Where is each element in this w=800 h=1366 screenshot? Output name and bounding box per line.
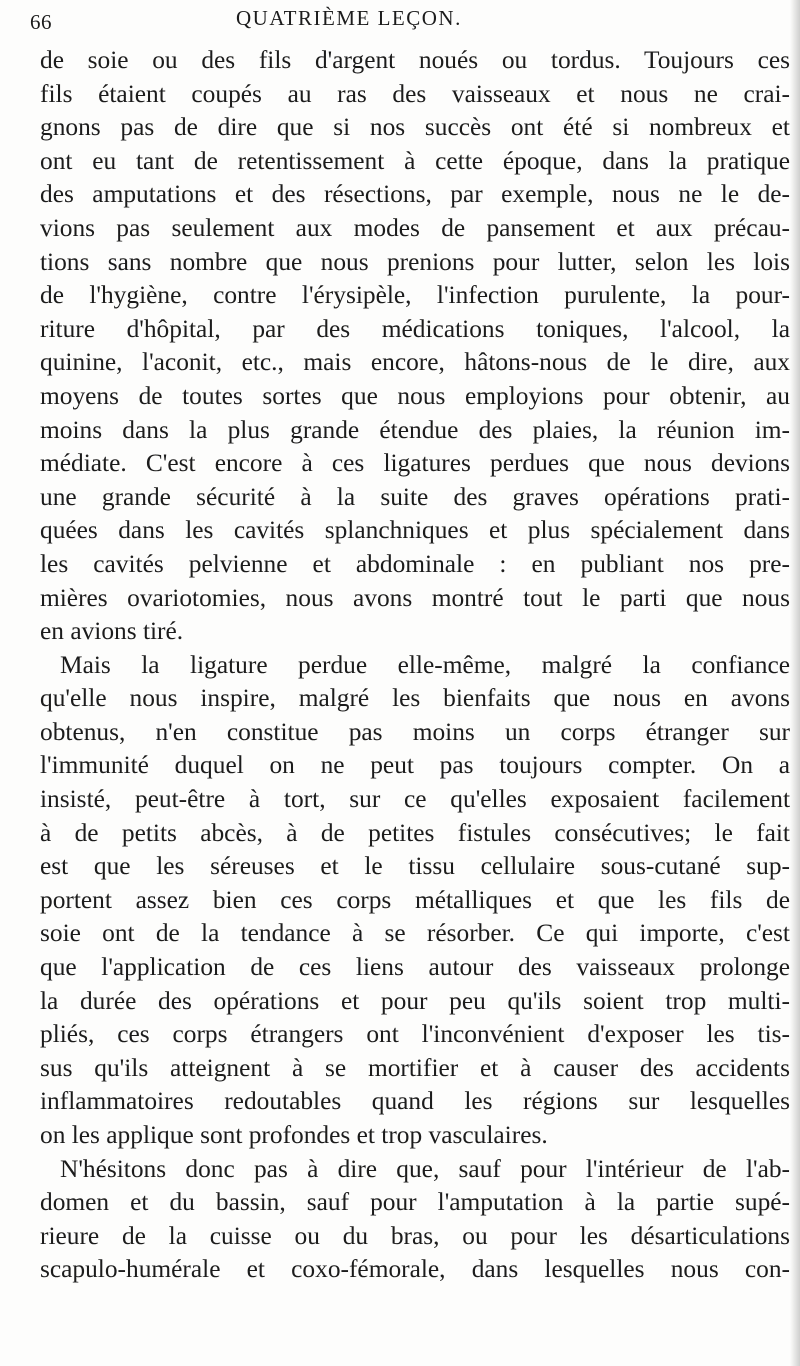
text-line: la durée des opérations et pour peu qu'ils soient trop multi- <box>40 986 790 1015</box>
paragraph-end-line: on les applique sont profondes et trop vasculaires. <box>40 1121 548 1149</box>
text-line: insisté, peut-être à tort, sur ce qu'elles exposaient facilement <box>40 785 790 814</box>
text-line: moins dans la plus grande étendue des plaies, la réunion im- <box>40 415 790 444</box>
text-line: ont eu tant de retentissement à cette époque, dans la pratique <box>40 146 790 175</box>
text-line: qu'elle nous inspire, malgré les bienfaits que nous en avons <box>40 684 790 713</box>
text-line: rieure de la cuisse ou du bras, ou pour les désarticulations <box>40 1221 790 1250</box>
paragraph-start-line: Mais la ligature perdue elle-même, malgré la confiance <box>60 650 790 679</box>
text-line: sus qu'ils atteignent à se mortifier et à causer des accidents <box>40 1053 790 1082</box>
text-line: riture d'hôpital, par des médications toniques, l'alcool, la <box>40 314 790 343</box>
text-line: l'immunité duquel on ne peut pas toujours compter. On a <box>40 751 790 780</box>
text-line: à de petits abcès, à de petites fistules consécutives; le fait <box>40 818 790 847</box>
text-line: les cavités pelvienne et abdominale : en publiant nos pre- <box>40 549 790 578</box>
text-line: de l'hygiène, contre l'érysipèle, l'infection purulente, la pour- <box>40 281 790 310</box>
running-title: QUATRIÈME LEÇON. <box>236 6 462 30</box>
text-line: mières ovariotomies, nous avons montré tout le parti que nous <box>40 583 790 612</box>
text-line: inflammatoires redoutables quand les régions sur lesquelles <box>40 1087 790 1116</box>
paragraph-start-line: N'hésitons donc pas à dire que, sauf pour l'intérieur de l'ab- <box>60 1154 790 1183</box>
text-line: obtenus, n'en constitue pas moins un corps étranger sur <box>40 717 790 746</box>
text-line: soie ont de la tendance à se résorber. Ce qui importe, c'est <box>40 919 790 948</box>
text-line: moyens de toutes sortes que nous employions pour obtenir, au <box>40 381 790 410</box>
paragraph-end-line: en avions tiré. <box>40 617 184 646</box>
text-line: médiate. C'est encore à ces ligatures perdues que nous devions <box>40 449 790 478</box>
page-number: 66 <box>30 10 52 34</box>
text-line: des amputations et des résections, par exemple, nous ne le de- <box>40 180 790 209</box>
text-line: scapulo-humérale et coxo-fémorale, dans lesquelles nous con- <box>40 1255 790 1284</box>
text-line: une grande sécurité à la suite des graves opérations prati- <box>40 482 790 511</box>
text-line: fils étaient coupés au ras des vaisseaux et nous ne crai- <box>40 79 790 108</box>
text-line: portent assez bien ces corps métalliques et que les fils de <box>40 885 790 914</box>
text-line: de soie ou des fils d'argent noués ou tordus. Toujours ces <box>40 46 790 74</box>
text-line: domen et du bassin, sauf pour l'amputation à la partie supé- <box>40 1188 790 1217</box>
text-line: pliés, ces corps étrangers ont l'inconvénient d'exposer les tis- <box>40 1020 790 1049</box>
text-line: quées dans les cavités splanchniques et plus spécialement dans <box>40 516 790 545</box>
text-line: gnons pas de dire que si nos succès ont été si nombreux et <box>40 113 790 142</box>
page-edge-shadow <box>790 0 800 1366</box>
text-line: quinine, l'aconit, etc., mais encore, hâtons-nous de le dire, aux <box>40 348 790 377</box>
text-line: tions sans nombre que nous prenions pour lutter, selon les lois <box>40 247 790 276</box>
body-text <box>40 44 790 1287</box>
text-line: est que les séreuses et le tissu cellulaire sous-cutané sup- <box>40 852 790 881</box>
text-line: vions pas seulement aux modes de pansement et aux précau- <box>40 213 790 242</box>
text-line: que l'application de ces liens autour des vaisseaux prolonge <box>40 953 790 982</box>
running-head <box>30 6 790 38</box>
